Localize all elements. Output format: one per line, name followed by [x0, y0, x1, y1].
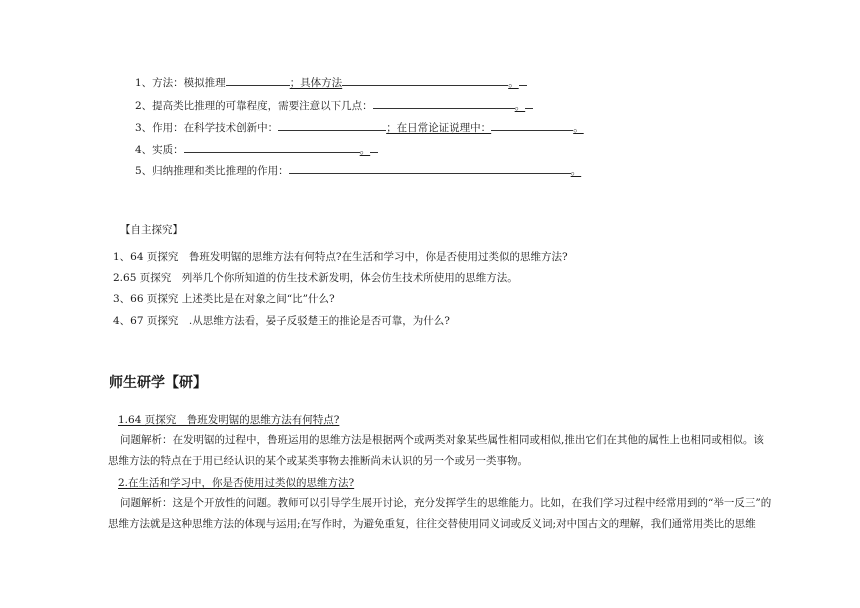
question-3-end: 。 — [573, 122, 584, 134]
blank-essence[interactable] — [184, 140, 360, 153]
research-question-1: 1.64 页探究 鲁班发明锯的思维方法有何特点? — [118, 414, 340, 426]
question-4-label: 4、实质： — [135, 144, 184, 156]
question-1-label: 1、方法：模拟推理 — [135, 77, 226, 89]
question-2 — [135, 96, 533, 113]
question-4-end: 。 — [359, 144, 371, 156]
section-heading: 师生研学【研】 — [109, 375, 207, 391]
explore-item: 1、64 页探究 鲁班发明锯的思维方法有何特点?在生活和学习中，你是否使用过类似的思维方法? — [113, 251, 568, 263]
question-4 — [135, 140, 378, 157]
blank-innovation[interactable] — [278, 118, 386, 131]
blank-specific-method[interactable] — [342, 73, 508, 86]
question-3-sep: ；在日常论证说理中： — [386, 122, 492, 134]
blank-tail — [525, 96, 533, 109]
question-1-end: 。 — [508, 77, 519, 89]
explore-item: 3、66 页探究 上述类比是在对象之间“比”什么? — [113, 293, 335, 305]
research-answer-1: 问题解析：在发明锯的过程中，鲁班运用的思维方法是根据两个或两类对象某些属性相同或相似,推出它们在其他的属性上也相同或相似。该思维方法的特点在于用已经认识的某个或某类事物去推断尚未认识的另一个或另一类事物。 — [108, 434, 764, 467]
question-2-end: 。 — [514, 100, 526, 112]
blank-daily-argument[interactable] — [491, 118, 573, 131]
blank-reliability[interactable] — [373, 96, 515, 109]
explore-title: 【自主探究】 — [120, 224, 183, 236]
explore-item: 2.65 页探究 列举几个你所知道的仿生技术新发明，体会仿生技术所使用的思维方法。 — [113, 272, 518, 284]
question-3-label: 3、作用：在科学技术创新中： — [135, 122, 279, 134]
blank-tail — [370, 140, 378, 153]
question-1-sep: ；具体方法 — [289, 77, 343, 89]
research-question-2: 2.在生活和学习中，你是否使用过类似的思维方法? — [118, 477, 355, 489]
blank-role[interactable] — [289, 161, 571, 174]
question-1 — [135, 73, 527, 90]
question-5-end: 。 — [570, 165, 582, 177]
question-2-label: 2、提高类比推理的可靠程度，需要注意以下几点： — [135, 100, 373, 112]
question-5 — [135, 161, 581, 178]
blank-tail — [519, 73, 527, 86]
explore-item: 4、67 页探究 .从思维方法看，晏子反驳楚王的推论是否可靠，为什么? — [113, 315, 450, 327]
research-answer-2: 问题解析：这是个开放性的问题。教师可以引导学生展开讨论，充分发挥学生的思维能力。比如，在我们学习过程中经常用到的“举一反三”的思维方法就是这种思维方法的体现与运用;在写作时，为避免重复，往往交替使用同义词或反义词;对中国古文的理解，我们通常用类比的思维 — [108, 497, 772, 530]
question-3 — [135, 118, 584, 135]
question-5-label: 5、归纳推理和类比推理的作用： — [135, 165, 289, 177]
blank-method[interactable] — [226, 73, 290, 86]
